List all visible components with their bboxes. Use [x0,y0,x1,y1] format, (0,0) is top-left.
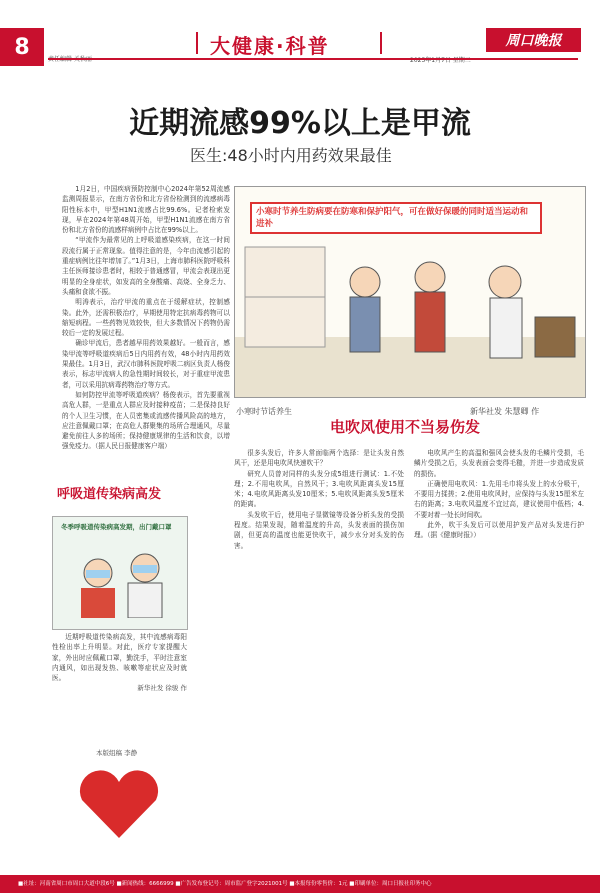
editors-line: 责任编辑 关秋丽 [48,56,92,63]
article-title: 电吹风使用不当易伤发 [330,418,481,436]
sidebar-paragraph: 近期呼吸道传染病高发，其中流感病毒阳性检出率上升明显。对此，医疗专家提醒大家，外出时应佩戴口罩，勤洗手，平时注意室内通风，如出现发热、咳嗽等症状应及时就医。 [52,633,187,683]
sidebar-title: 呼吸道传染病高发 [57,487,162,502]
article-paragraph: 电吹风产生的高温和强风会使头发的毛鳞片受损，毛鳞片受损之后，头发表面会变得毛糙，并进一步造成发质的损伤。 [414,449,584,478]
article-paragraph: 正确使用电吹风：1.先用毛巾将头发上的水分吸干，不要用力揉搓；2.使用电吹风时，应保持与头发15厘米左右的距离；3.电吹风温度不宜过高，建议使用中低档；4.不要对着一处长时间吹。 [414,479,584,519]
page-editor-credit: 本版组稿 李静 [96,749,138,757]
cartoon-caption: 小寒时节话养生 [236,407,292,416]
lead-paragraph: 明涛表示，治疗甲流的重点在于缓解症状，控制感染。此外，还需积极治疗，早期使用特定抗病毒药物可以缩短病程。一些药物见效较快，但大多数情况下药物仍需较后一定的发展过程。 [62,298,230,338]
page-number-badge: 8 [0,28,44,66]
lead-paragraph: “甲流作为最常见的上呼吸道感染疾病，在这一时间段流行属于正常现象。值得注意的是，今年由流感引起的重症病例比往年增加了。”1月3日，上海市肺科医院呼吸科主任医师接诊患者时，相较于普通感冒，甲流会表现出更明显的全身症状，如发高的全身酸痛、高烧、全身乏力、头痛和食欲不振。 [62,236,230,296]
page-subhead: 医生:48小时内用药效果最佳 [190,146,392,165]
cartoon-banner: 小寒时节养生防病要在防寒和保护阳气，可在做好保暖的同时适当运动和进补 [250,202,542,234]
article-paragraph: 头发吹干后，使用电子显微镜等设备分析头发的受损程度。结果发现，随着温度的升高，头发表面的损伤加剧，但更高的温度也能更快吹干，减少水分对头发的伤害。 [234,510,404,550]
masthead-rule [48,58,578,60]
section-divider-right [380,32,382,54]
article-paragraph: 很多头发后，许多人常面临两个选择：是让头发自然风干，还是用电吹风快速吹干？ [234,449,404,468]
page-headline: 近期流感99%以上是甲流 [129,106,471,141]
article-column-2 [414,448,584,541]
sidebar-drawing [53,538,187,618]
sidebar-credit: 新华社发 徐骏 作 [137,684,187,693]
heart-icon [74,770,164,844]
section-divider-left [196,32,198,54]
sidebar-body [52,632,187,694]
issue-date: 2025年1月7日 星期二 [410,57,471,64]
lead-article-body [62,184,230,452]
article-paragraph: 此外，吹干头发后可以使用护发产品对头发进行护理。（据《健康时报》） [414,521,584,540]
cartoon-credit: 新华社发 朱慧卿 作 [470,407,540,416]
article-column-1 [234,448,404,551]
footer-bar: ■社址：河南省周口市周口大道中段6号 ■新闻热线：6666999 ■广告发布登记号：周市监广登字2021001号 ■本报每份零售价：1元 ■印刷单位：周口日报社印务中心 [0,875,600,893]
lead-paragraph: 确诊甲流后，患者越早用药效果越好。一般而言，感染甲流等呼吸道疾病后5日内用药有效，48小时内用药效果最佳。1月3日，武汉市肺科医院呼吸二病区负责人杨俊表示，标志甲流病人的急性期时间较长，对于重症甲流患者，可以采用抗病毒药物治疗等方式。 [62,339,230,389]
paper-logo: 周口晚报 [486,28,581,52]
lead-paragraph: 如何防控甲流等呼吸道疾病？杨俊表示，首先要重视高危人群，一是重点人群应及时接种疫苗；二是保持良好的个人卫生习惯，在人员密集或流感传播风险高的地方，应注意佩戴口罩；在高危人群聚集的场所合理通风，尽量避免前往人多的场所；保持健康规律的生活和饮食，以增强免疫力。（据人民日报健康客户端） [62,390,230,451]
article-paragraph: 研究人员曾对同样的头发分成5组进行测试：1.不处理；2.不用电吹风，自然风干；3.电吹风距离头发15厘米；4.电吹风距离头发10厘米；5.电吹风距离头发5厘米的距离。 [234,469,404,509]
sidebar-image-text: 冬季呼吸道传染病高发期，出门戴口罩 [61,523,172,531]
lead-paragraph: 1月2日，中国疾病预防控制中心2024年第52周流感监测周报显示，在南方省份和北方省份检测到的流感病毒阳性标本中，甲型H1N1流感占比99.6%。记者检索发现，早在2024年第48周开始，甲型H1N1流感在南方省份和北方省份的流感样病例中占比在99%以上。 [62,185,230,235]
section-title: 大健康·科普 [210,34,330,58]
sidebar-illustration [52,516,188,630]
